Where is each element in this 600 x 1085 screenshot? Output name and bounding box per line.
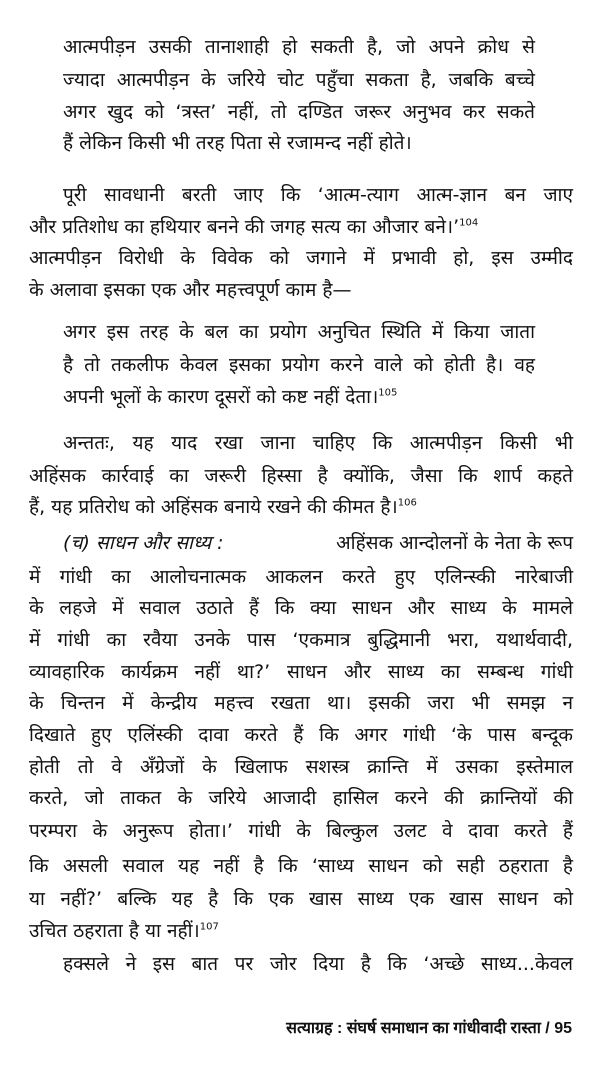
text-line (29, 211, 573, 243)
text-line: में गांधी का आलोचनात्मक आकलन करते हुए एलिन्स्की नारेबाजी (29, 566, 573, 588)
text-line: परम्परा के अनुरूप होता।’ गांधी के बिल्कुल उलट वे दावा करते हैं (29, 820, 573, 842)
text-line: के अलावा इसका एक और महत्त्वपूर्ण काम है— (29, 279, 352, 301)
text-line (29, 915, 573, 947)
blockquote-line: है तो तकलीफ केवल इसका प्रयोग करने वाले को होती है। वह (63, 354, 535, 376)
page-footer: सत्याग्रह : संघर्ष समाधान का गांधीवादी रास्ता / 95 (286, 1020, 572, 1037)
text-line: करते, जो ताकत के जरिये आजादी हासिल करने की क्रान्तियों की (29, 787, 573, 809)
blockquote-line (63, 381, 535, 413)
text-line: आत्मपीड़न उसकी तानाशाही हो सकती है, जो अपने क्रोध से (63, 36, 535, 58)
section-heading-line (63, 527, 573, 559)
text-line: होती तो वे अँग्रेजों के खिलाफ सशस्त्र क्रान्ति में उसका इस्तेमाल (29, 756, 573, 778)
text-line: अगर खुद को ‘त्रस्त’ नहीं, तो दण्डित जरूर अनुभव कर सकते (63, 101, 535, 123)
text-line: अहिंसक कार्रवाई का जरूरी हिस्सा है क्योंकि, जैसा कि शार्प कहते (29, 465, 573, 487)
text-span: अपनी भूलों के कारण दूसरों को कष्ट नहीं देता। (63, 386, 379, 408)
footnote-ref-104: 104 (459, 217, 479, 229)
text-span: और प्रतिशोध का हथियार बनने की जगह सत्य का औजार बने।’ (29, 216, 460, 238)
text-line: ज्यादा आत्मपीड़न के जरिये चोट पहुँचा सकता है, जबकि बच्चे (63, 69, 535, 91)
text-line: हक्सले ने इस बात पर जोर दिया है कि ‘अच्छे साध्य...केवल (63, 953, 573, 975)
text-span: उचित ठहराता है या नहीं। (29, 920, 200, 942)
footnote-ref-107: 107 (199, 921, 219, 933)
text-line: या नहीं?’ बल्कि यह है कि एक खास साध्य एक खास साधन को (29, 888, 573, 910)
text-line: व्यावहारिक कार्यक्रम नहीं था?’ साधन और साध्य का सम्बन्ध गांधी (29, 661, 573, 683)
text-line (29, 491, 573, 523)
text-line: आत्मपीड़न विरोधी के विवेक को जगाने में प्रभावी हो, इस उम्मीद (29, 247, 573, 269)
text-line: के चिन्तन में केन्द्रीय महत्त्व रखता था। इसकी जरा भी समझ न (29, 692, 573, 714)
text-line: पूरी सावधानी बरती जाए कि ‘आत्म-त्याग आत्म-ज्ञान बन जाए (63, 184, 573, 206)
section-heading: (च) साधन और साध्य : (63, 532, 224, 554)
text-line: दिखाते हुए एलिंस्की दावा करते हैं कि अगर गांधी ‘के पास बन्दूक (29, 724, 573, 746)
text-line: के लहजे में सवाल उठाते हैं कि क्या साधन और साध्य के मामले (29, 597, 573, 619)
footnote-ref-106: 106 (397, 497, 417, 509)
text-span: हैं, यह प्रतिरोध को अहिंसक बनाये रखने की कीमत है। (29, 496, 398, 518)
text-line: हैं लेकिन किसी भी तरह पिता से रजामन्द नहीं होते। (63, 132, 412, 154)
text-line: में गांधी का रवैया उनके पास ‘एकमात्र बुद्धिमानी भरा, यथार्थवादी, (29, 629, 573, 651)
text-line: अन्ततः, यह याद रखा जाना चाहिए कि आत्मपीड़न किसी भी (63, 432, 573, 454)
text-span: अहिंसक आन्दोलनों के नेता के रूप (336, 532, 573, 554)
blockquote-line: अगर इस तरह के बल का प्रयोग अनुचित स्थिति में किया जाता (63, 321, 535, 343)
footnote-ref-105: 105 (378, 387, 398, 399)
text-line: कि असली सवाल यह नहीं है कि ‘साध्य साधन को सही ठहराता है (29, 855, 573, 877)
